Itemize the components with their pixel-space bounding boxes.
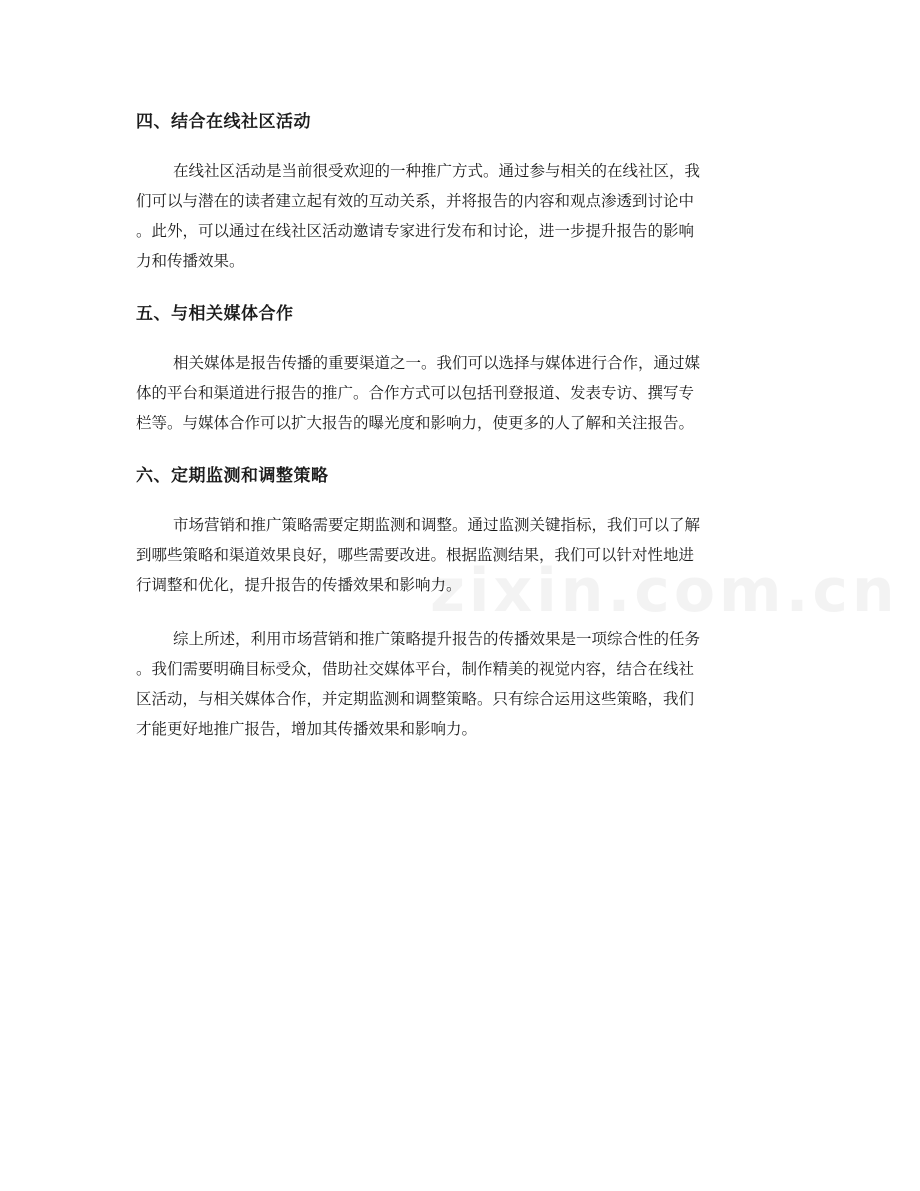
paragraph-line: 相关媒体是报告传播的重要渠道之一。我们可以选择与媒体进行合作，通过媒 [173, 354, 701, 372]
section-heading: 六、定期监测和调整策略 [136, 466, 329, 486]
paragraph [136, 156, 796, 276]
paragraph-line: 。我们需要明确目标受众，借助社交媒体平台，制作精美的视觉内容，结合在线社 [136, 660, 695, 678]
paragraph-line: 行调整和优化，提升报告的传播效果和影响力。 [136, 576, 462, 594]
paragraph-line: 才能更好地推广报告，增加其传播效果和影响力。 [136, 720, 478, 738]
paragraph-line: 区活动，与相关媒体合作，并定期监测和调整策略。只有综合运用这些策略，我们 [136, 690, 695, 708]
paragraph-line: 栏等。与媒体合作可以扩大报告的曝光度和影响力，使更多的人了解和关注报告。 [136, 414, 695, 432]
paragraph-line: 到哪些策略和渠道效果良好，哪些需要改进。根据监测结果，我们可以针对性地进 [136, 546, 695, 564]
paragraph [136, 624, 796, 744]
paragraph [136, 348, 796, 438]
paragraph-line: 综上所述，利用市场营销和推广策略提升报告的传播效果是一项综合性的任务 [173, 630, 701, 648]
section-heading: 四、结合在线社区活动 [136, 112, 311, 132]
paragraph [136, 510, 796, 600]
paragraph-line: 体的平台和渠道进行报告的推广。合作方式可以包括刊登报道、发表专访、撰写专 [136, 384, 695, 402]
paragraph-line: 。此外，可以通过在线社区活动邀请专家进行发布和讨论，进一步提升报告的影响 [136, 222, 695, 240]
document-body [136, 108, 796, 768]
paragraph-line: 力和传播效果。 [136, 252, 245, 270]
section-heading: 五、与相关媒体合作 [136, 304, 294, 324]
paragraph-line: 们可以与潜在的读者建立起有效的互动关系，并将报告的内容和观点渗透到讨论中 [136, 192, 695, 210]
paragraph-line: 在线社区活动是当前很受欢迎的一种推广方式。通过参与相关的在线社区，我 [173, 162, 701, 180]
watermark: zixin.com.cn [430, 556, 899, 626]
paragraph-line: 市场营销和推广策略需要定期监测和调整。通过监测关键指标，我们可以了解 [173, 516, 701, 534]
